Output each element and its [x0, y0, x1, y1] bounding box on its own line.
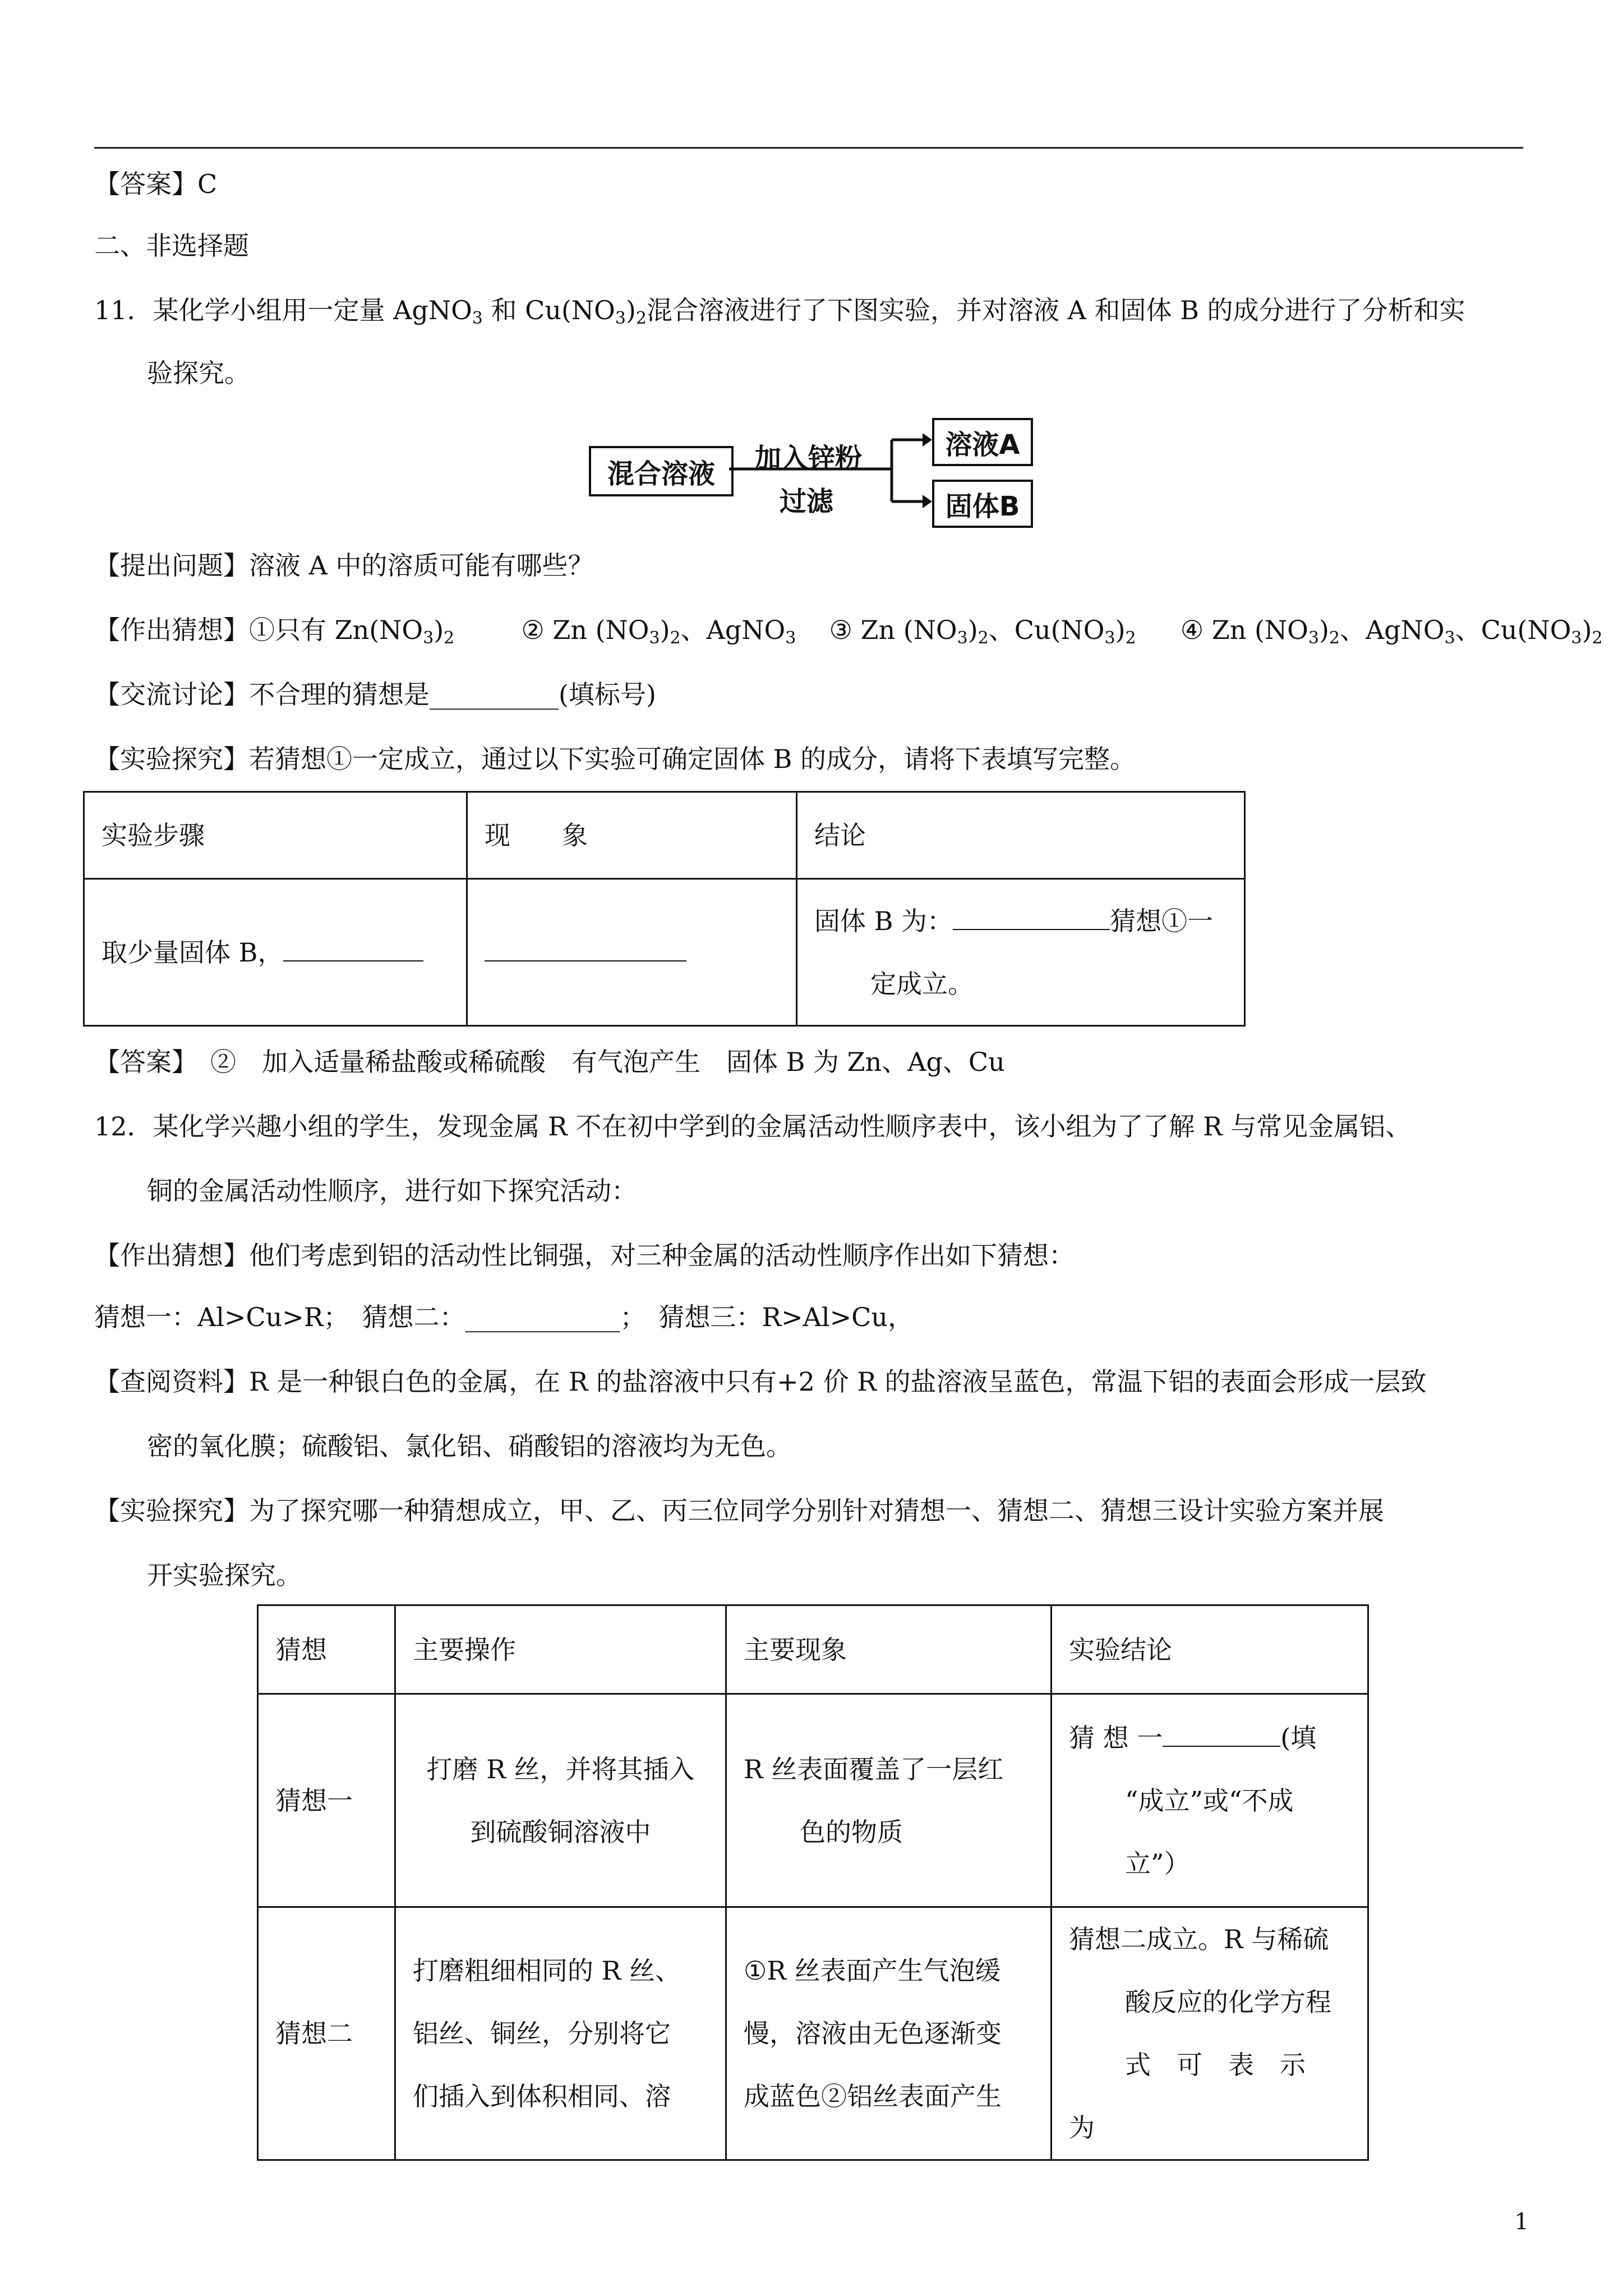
- q12-line2: 铜的金属活动性顺序，进行如下探究活动：: [147, 1176, 637, 1206]
- q11-explore: 【实验探究】若猜想①一定成立，通过以下实验可确定固体 B 的成分，请将下表填写完整。: [94, 744, 1136, 774]
- q12-th-operation: 主要操作: [395, 1605, 726, 1694]
- flow-start-box: 混合溶液: [589, 446, 734, 496]
- q12-reference-1: 【查阅资料】R 是一种银白色的金属，在 R 的盐溶液中只有+2 价 R 的盐溶液呈蓝色，常温下铝的表面会形成一层致: [94, 1366, 1427, 1397]
- q11-th-step: 实验步骤: [84, 792, 467, 879]
- q12-r2-guess: 猜想二: [258, 1907, 395, 2160]
- q12-r2-phenomenon: ①R 丝表面产生气泡缓 慢，溶液由无色逐渐变 成蓝色②铝丝表面产生: [726, 1907, 1052, 2160]
- blank-r1-conclusion[interactable]: [1163, 1723, 1280, 1747]
- q11-guesses: 【作出猜想】①只有 $Zn(NO_3)_2$ ② Zn $(NO_3)_2$、AgNO$_3$ ③ Zn $(NO_3)_2$、$Cu(NO_3)_2$ ④ Zn $(NO_3)_2$、AgNO$_3$、$Cu(NO_3)_2$: [94, 615, 1603, 648]
- flow-out-solution-a: 溶液A: [932, 418, 1033, 466]
- q11-cell-conclusion: 固体 B 为： 猜想①一 定成立。: [797, 879, 1245, 1026]
- q12-line1: 12．某化学兴趣小组的学生，发现金属 R 不在初中学到的金属活动性顺序表中，该小组为了了解 R 与常见金属铝、: [94, 1111, 1412, 1142]
- q12-r1-operation: 打磨 R 丝，并将其插入 到硫酸铜溶液中: [395, 1694, 726, 1907]
- q11-answer: 【答案】 ② 加入适量稀盐酸或稀硫酸 有气泡产生 固体 B 为 Zn、Ag、Cu: [94, 1047, 1005, 1077]
- flow-op-bottom: 过滤: [780, 486, 834, 517]
- blank-step[interactable]: [283, 938, 423, 961]
- q11-cell-phenomenon: [467, 879, 797, 1026]
- q12-explore-2: 开实验探究。: [147, 1560, 302, 1590]
- q11-question: 【提出问题】溶液 A 中的溶质可能有哪些？: [94, 550, 594, 581]
- q12-r1-phenomenon: R 丝表面覆盖了一层红 色的物质: [726, 1694, 1052, 1907]
- q12-r2-conclusion: 猜想二成立。R 与稀硫 酸反应的化学方程 式 可 表 示 为: [1052, 1907, 1368, 2160]
- q12-r2-operation: 打磨粗细相同的 R 丝、 铝丝、铜丝，分别将它 们插入到体积相同、溶: [395, 1907, 726, 2160]
- q11-cell-step: 取少量固体 B，: [84, 879, 467, 1026]
- q12-th-phenomenon: 主要现象: [726, 1605, 1052, 1694]
- q11-stem-line2: 验探究。: [147, 358, 250, 388]
- q11-th-phenomenon: 现 象: [467, 792, 797, 879]
- q12-guess-line: 猜想一：Al>Cu>R； 猜想二：____________； 猜想三：R>Al>Cu，: [94, 1302, 914, 1332]
- q11-table: [83, 791, 1246, 1027]
- blank-phenomenon[interactable]: [485, 938, 686, 961]
- q12-th-conclusion: 实验结论: [1052, 1605, 1368, 1694]
- q12-guess-title: 【作出猜想】他们考虑到铝的活动性比铜强，对三种金属的活动性顺序作出如下猜想：: [94, 1240, 1075, 1271]
- blank-conclusion[interactable]: [953, 907, 1110, 930]
- flow-arrows: [0, 0, 1623, 561]
- q12-explore-1: 【实验探究】为了探究哪一种猜想成立，甲、乙、丙三位同学分别针对猜想一、猜想二、猜想三设计实验方案并展: [94, 1496, 1384, 1526]
- q11-stem-line1: 11．某化学小组用一定量 AgNO$_3$ 和 $Cu(NO_3)_2$混合溶液进行了下图实验，并对溶液 A 和固体 B 的成分进行了分析和实: [94, 295, 1465, 328]
- q11-th-conclusion: 结论: [797, 792, 1245, 879]
- q12-reference-2: 密的氧化膜；硫酸铝、氯化铝、硝酸铝的溶液均为无色。: [147, 1431, 792, 1461]
- q12-r1-conclusion: 猜 想 一 (填 “成立”或“不成 立”）: [1052, 1694, 1368, 1907]
- q12-th-guess: 猜想: [258, 1605, 395, 1694]
- flow-op-top: 加入锌粉: [754, 443, 863, 474]
- q11-discussion: 【交流讨论】不合理的猜想是__________(填标号): [94, 679, 656, 710]
- q12-r1-guess: 猜想一: [258, 1694, 395, 1907]
- flow-out-solid-b: 固体B: [932, 480, 1033, 528]
- previous-answer: 【答案】C: [94, 169, 218, 199]
- section-heading: 二、非选择题: [94, 231, 249, 261]
- q12-table: [257, 1604, 1369, 2161]
- page-number: 1: [1514, 2209, 1529, 2235]
